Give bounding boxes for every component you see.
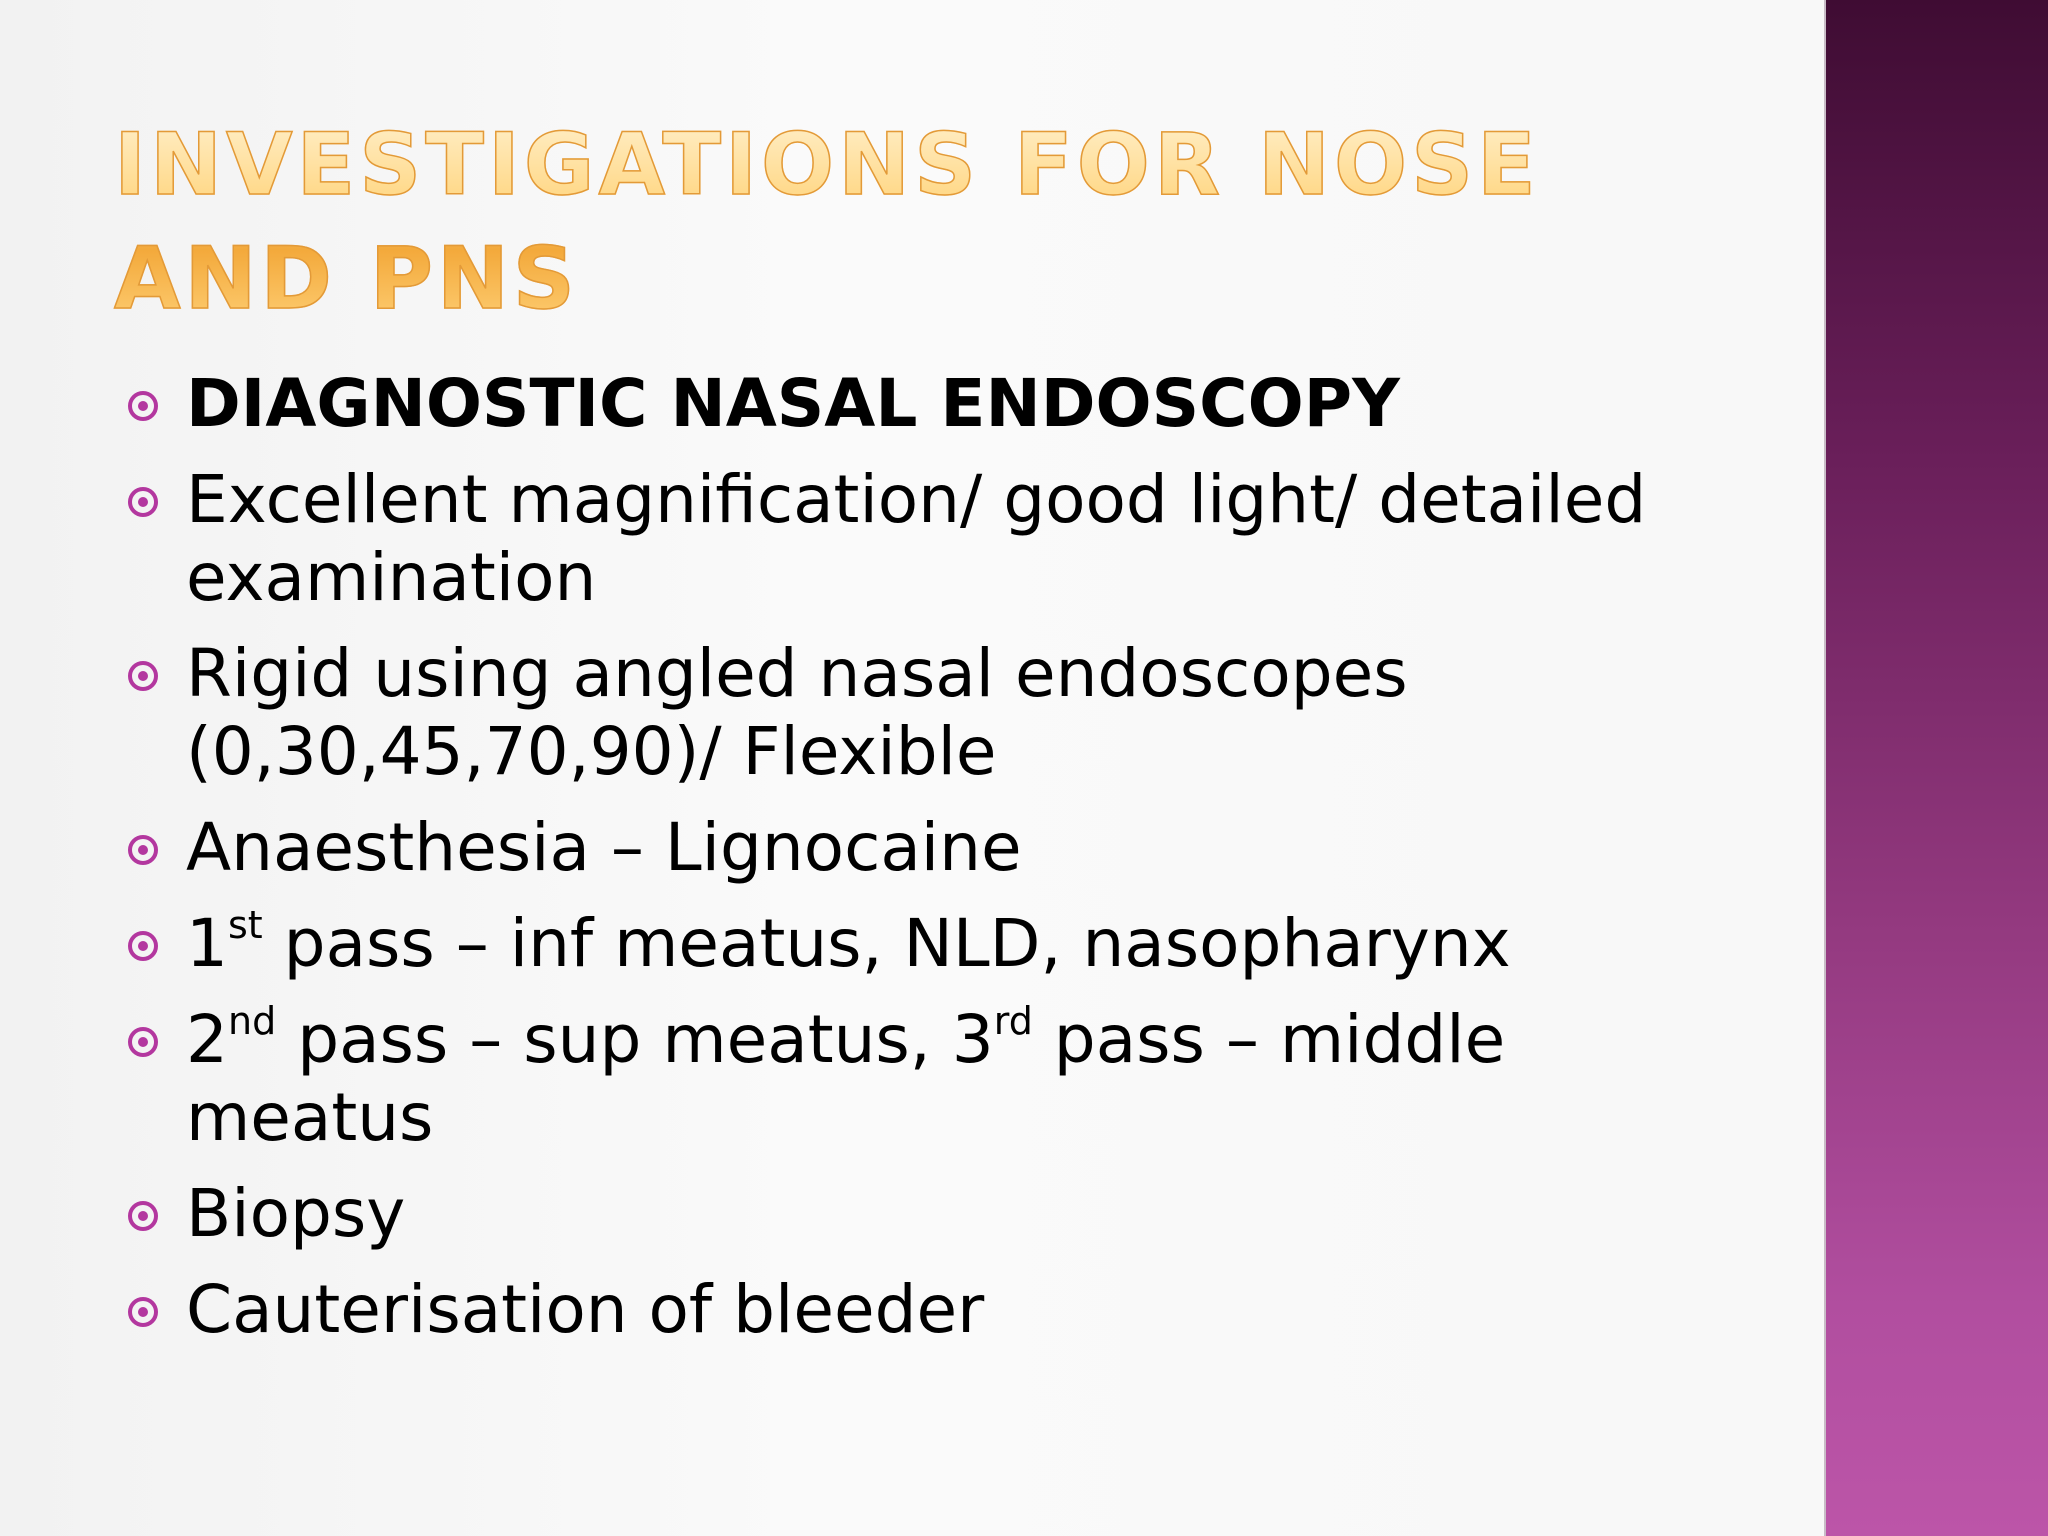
decorative-side-band [1826, 0, 2048, 1536]
bullet-text: Anaesthesia – Lignocaine [186, 809, 1022, 886]
circled-dot-bullet-icon [128, 661, 158, 691]
bullet-text: Cauterisation of bleeder [186, 1271, 985, 1348]
circled-dot-bullet-icon [128, 835, 158, 865]
ordinal-number: 2 [186, 1001, 228, 1078]
bullet-text: pass – sup meatus, 3 [276, 1001, 994, 1078]
circled-dot-bullet-icon [128, 1297, 158, 1327]
bullet-text: DIAGNOSTIC NASAL ENDOSCOPY [186, 365, 1400, 442]
bullet-text-line2: (0,30,45,70,90)/ Flexible [186, 713, 997, 790]
bullet-item-excellent-magnification [124, 461, 1764, 617]
bullet-text-line1: Rigid using angled nasal endoscopes [186, 635, 1408, 712]
slide-title: INVESTIGATIONS FOR NOSE AND PNS [114, 108, 1754, 336]
circled-dot-bullet-icon [128, 487, 158, 517]
ordinal-suffix: st [228, 903, 263, 947]
bullet-text-line1: Excellent magnification/ good light/ detailed [186, 461, 1647, 538]
ordinal-suffix: rd [993, 999, 1033, 1043]
circled-dot-bullet-icon [128, 1027, 158, 1057]
bullet-text-line2: examination [186, 539, 597, 616]
circled-dot-bullet-icon [128, 391, 158, 421]
circled-dot-bullet-icon [128, 931, 158, 961]
ordinal-suffix: nd [228, 999, 277, 1043]
bullet-item-second-third-pass [124, 1001, 1764, 1157]
bullet-text: pass – inf meatus, NLD, nasopharynx [262, 905, 1511, 982]
bullet-item-rigid-endoscopes [124, 635, 1764, 791]
bullet-item-anaesthesia [124, 809, 1764, 887]
circled-dot-bullet-icon [128, 1201, 158, 1231]
bullet-item-first-pass [124, 905, 1764, 983]
bullet-text: pass – middle [1032, 1001, 1506, 1078]
ordinal-number: 1 [186, 905, 228, 982]
bullet-text-line2: meatus [186, 1079, 434, 1156]
bullet-item-cauterisation [124, 1271, 1764, 1349]
bullet-text: Biopsy [186, 1175, 406, 1252]
bullet-list [124, 365, 1764, 1367]
bullet-item-diagnostic-nasal-endoscopy [124, 365, 1764, 443]
bullet-item-biopsy [124, 1175, 1764, 1253]
